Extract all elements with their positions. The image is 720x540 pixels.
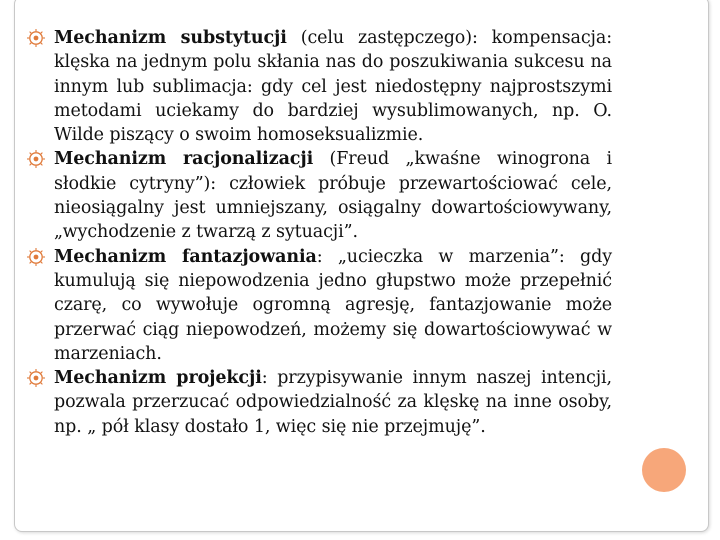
bullet-text — [54, 147, 612, 244]
sun-bullet-icon — [26, 368, 46, 388]
bullet-text — [54, 245, 612, 366]
bullet-text — [54, 366, 612, 439]
term-label: Mechanizm fantazjowania — [54, 246, 317, 267]
sun-bullet-icon — [26, 28, 46, 48]
term-label: Mechanizm racjonalizacji — [54, 149, 314, 170]
list-item-rationalization — [26, 147, 612, 244]
decorative-circle — [642, 448, 686, 492]
term-label: Mechanizm substytucji — [54, 28, 287, 48]
list-item-fantasizing — [26, 245, 612, 366]
sun-bullet-icon — [26, 247, 46, 267]
list-item-projection — [26, 366, 612, 439]
term-description: (celu zastępczego): kompensacja: klęska na jednym polu skłania nas do poszukiwania sukcesu na innym lub sublimacja: gdy cel jest niedostępny najprostszymi metodami uciekamy do bardziej wysublimowanych, np. O. Wilde piszący o swoim homoseksualizmie. — [54, 28, 612, 146]
sun-bullet-icon — [26, 149, 46, 169]
bullet-list — [26, 26, 612, 439]
term-description: : „ucieczka w marzenia”: gdy kumulują się niepowodzenia jedno głupstwo może przepełnić czarę, co wywołuje ogromną agresję, fantazjowanie może przerwać ciąg niepowodzeń, możemy się dowartościowywać w marzeniach. — [54, 246, 612, 364]
term-label: Mechanizm projekcji — [54, 368, 262, 389]
bullet-text — [54, 26, 612, 147]
term-description: : przypisywanie innym naszej intencji, pozwala przerzucać odpowiedzialność za klęskę na inne osoby, np. „ pół klasy dostało 1, więc się nie przejmuję”. — [54, 368, 613, 437]
list-item-substitution — [26, 26, 612, 147]
term-description: (Freud „kwaśne winogrona i słodkie cytryny”): człowiek próbuje przewartościować cele, nieosiągalny jest umniejszany, osiągalny dowartościowywany, „wychodzenie z twarzą z sytuacji”. — [54, 149, 613, 243]
